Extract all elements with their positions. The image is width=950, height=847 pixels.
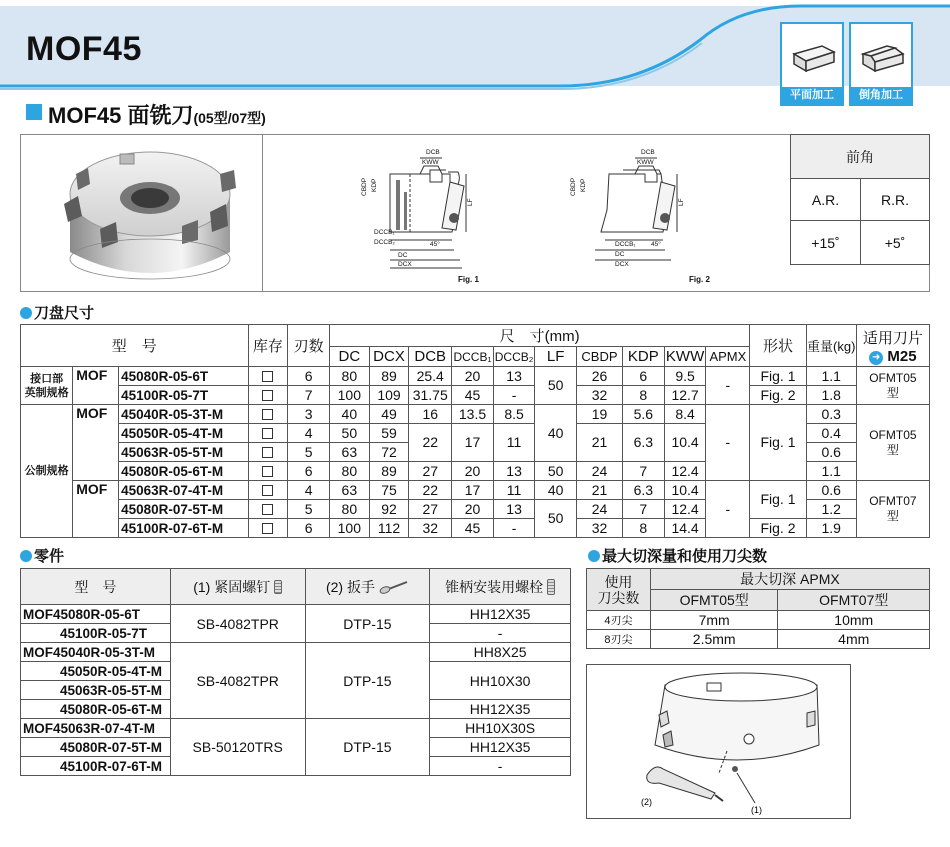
cell-dcb: 32 bbox=[409, 519, 452, 538]
cell-apmx: - bbox=[706, 405, 750, 481]
cell-cbdp: 21 bbox=[577, 424, 623, 462]
cell-wrench: DTP-15 bbox=[305, 605, 430, 643]
tag-flat-machining bbox=[780, 22, 844, 106]
cell-edges: 8刃尖 bbox=[587, 630, 651, 649]
cell-kww: 10.4 bbox=[664, 481, 706, 500]
cell-dcx: 75 bbox=[369, 481, 409, 500]
cell-depth-05: 2.5mm bbox=[650, 630, 778, 649]
cell-cbdp: 32 bbox=[577, 519, 623, 538]
model-code: 45050R-05-4T-M bbox=[119, 424, 248, 443]
cell-dccb2: 13 bbox=[493, 367, 534, 386]
cell-dcx: 89 bbox=[369, 367, 409, 386]
table-row bbox=[587, 630, 930, 649]
cell-bolt: HH12X35 bbox=[430, 605, 571, 624]
model-code: 45100R-07-6T-M bbox=[119, 519, 248, 538]
model-prefix: MOF bbox=[23, 606, 53, 622]
cell-weight: 0.6 bbox=[806, 481, 856, 500]
cell-bolt: - bbox=[430, 757, 571, 776]
depth-col-max: 最大切深 APMX bbox=[650, 569, 929, 590]
cell-dcx: 109 bbox=[369, 386, 409, 405]
section-title-cutter-dims bbox=[20, 302, 94, 323]
cell-dcx: 49 bbox=[369, 405, 409, 424]
cell-kdp: 7 bbox=[622, 462, 664, 481]
parts-col-model: 型 号 bbox=[21, 569, 171, 605]
depth-col-ofmt05: OFMT05型 bbox=[650, 590, 778, 611]
cell-apmx: - bbox=[706, 481, 750, 538]
cell-cbdp: 21 bbox=[577, 481, 623, 500]
col-kww: KWW bbox=[665, 348, 705, 365]
parts-col-wrench-label: (2) 扳手 bbox=[325, 578, 375, 595]
rake-rr-value: +5˚ bbox=[861, 221, 930, 265]
group-label-imperial: 接口部 英制规格 bbox=[21, 367, 73, 405]
cell-teeth: 4 bbox=[288, 481, 330, 500]
cell-dc: 50 bbox=[329, 424, 369, 443]
cell-bolt: HH12X35 bbox=[430, 700, 571, 719]
table-row bbox=[21, 481, 930, 500]
col-lf: LF bbox=[535, 347, 577, 367]
cell-dcb: 22 bbox=[409, 481, 452, 500]
cell-apmx: - bbox=[706, 367, 750, 405]
cell-dccb2: 13 bbox=[493, 462, 534, 481]
cell-weight: 0.4 bbox=[806, 424, 856, 443]
col-dims: 尺 寸(mm) bbox=[329, 325, 749, 347]
model-code: 45080R-05-6T-M bbox=[21, 700, 171, 719]
cell-shape: Fig. 1 bbox=[750, 367, 806, 386]
cell-kww: 12.4 bbox=[664, 500, 706, 519]
face-mill-photo bbox=[20, 134, 262, 290]
col-dccb2: DCCB₂ bbox=[493, 347, 534, 367]
rake-angle-table bbox=[790, 134, 930, 265]
cell-dc: 63 bbox=[329, 443, 369, 462]
cell-bolt: HH10X30S bbox=[430, 719, 571, 738]
model-code: 45100R-07-6T-M bbox=[21, 757, 171, 776]
group-label-metric: 公制规格 bbox=[21, 405, 73, 538]
cell-insert: OFMT07 型 bbox=[856, 481, 929, 538]
model-prefix: MOF bbox=[73, 405, 119, 481]
model-prefix: MOF bbox=[23, 720, 53, 736]
cell-kdp: 8 bbox=[622, 519, 664, 538]
fig1-lf-label: LF bbox=[467, 198, 474, 206]
section-subtitle bbox=[48, 99, 266, 130]
table-row bbox=[21, 386, 930, 405]
col-cbdp: CBDP bbox=[577, 347, 623, 367]
rake-ar-header: A.R. bbox=[791, 179, 861, 221]
table-row bbox=[21, 367, 930, 386]
cell-dc: 100 bbox=[329, 519, 369, 538]
section-title-text: 刀盘尺寸 bbox=[34, 305, 95, 322]
cell-teeth: 5 bbox=[288, 443, 330, 462]
cell-lf: 50 bbox=[535, 500, 577, 538]
fig2-cbdp-label: CBDP bbox=[570, 177, 577, 196]
stock-checkbox[interactable] bbox=[248, 405, 288, 424]
cell-dcx: 112 bbox=[369, 519, 409, 538]
cell-teeth: 6 bbox=[288, 462, 330, 481]
fig1-kdp-label: KDP bbox=[371, 178, 378, 192]
depth-of-cut-table bbox=[586, 568, 930, 649]
cell-depth-07: 4mm bbox=[778, 630, 930, 649]
parts-col-bolt-label: 锥柄安装用螺栓 bbox=[445, 578, 544, 595]
cell-cbdp: 24 bbox=[577, 500, 623, 519]
wrench-icon bbox=[379, 580, 409, 594]
cell-dccb1: 20 bbox=[452, 500, 494, 519]
fig2-dccb1-label: DCCB₁ bbox=[615, 241, 636, 248]
model-code: 45080R-05-6T bbox=[119, 367, 248, 386]
cell-edges: 4刃尖 bbox=[587, 611, 651, 630]
screw-icon bbox=[274, 580, 282, 594]
cell-dccb1: 17 bbox=[452, 481, 494, 500]
cell-wrench: DTP-15 bbox=[305, 719, 430, 776]
cell-bolt: - bbox=[430, 624, 571, 643]
model-prefix: MOF bbox=[73, 481, 119, 538]
model-prefix: MOF bbox=[23, 644, 53, 660]
col-stock: 库存 bbox=[248, 325, 288, 367]
cell-bolt: HH12X35 bbox=[430, 738, 571, 757]
col-dcx: DCX bbox=[369, 347, 409, 367]
cell-dcb: 25.4 bbox=[409, 367, 452, 386]
bolt-icon bbox=[547, 579, 555, 595]
model-code: 45100R-05-7T bbox=[21, 624, 171, 643]
parts-model bbox=[21, 643, 171, 662]
model-code: 45080R-05-6T-M bbox=[119, 462, 248, 481]
cell-kww: 8.4 bbox=[664, 405, 706, 424]
cell-dccb1: 17 bbox=[452, 424, 494, 462]
bullet-icon bbox=[20, 307, 32, 319]
cell-dc: 63 bbox=[329, 481, 369, 500]
fig2-lf-label: LF bbox=[678, 198, 685, 206]
cell-weight: 1.8 bbox=[806, 386, 856, 405]
cell-dc: 80 bbox=[329, 462, 369, 481]
fig2-dcx-label: DCX bbox=[615, 261, 629, 268]
dimension-drawing-fig2 bbox=[565, 140, 735, 290]
cell-dccb2: 11 bbox=[493, 481, 534, 500]
model-code: 45063R-07-4T-M bbox=[53, 720, 156, 736]
page-title: MOF45 bbox=[26, 30, 142, 68]
cell-dcx: 59 bbox=[369, 424, 409, 443]
col-dcb: DCB bbox=[409, 347, 452, 367]
cell-insert: OFMT05 型 bbox=[856, 405, 929, 481]
model-code: 45063R-07-4T-M bbox=[119, 481, 248, 500]
cell-dc: 80 bbox=[329, 500, 369, 519]
parts-col-wrench bbox=[305, 569, 430, 605]
cell-kdp: 6 bbox=[622, 367, 664, 386]
col-dc: DC bbox=[329, 347, 369, 367]
section-title-text: 最大切深量和使用刀尖数 bbox=[602, 548, 768, 565]
cell-kdp: 5.6 bbox=[622, 405, 664, 424]
cell-dccb2: - bbox=[493, 386, 534, 405]
cell-dccb2: 8.5 bbox=[493, 405, 534, 424]
cell-cbdp: 19 bbox=[577, 405, 623, 424]
table-row bbox=[21, 605, 571, 624]
model-code: 45080R-05-6T bbox=[53, 606, 141, 622]
cell-shape: Fig. 1 bbox=[750, 481, 806, 519]
cell-dcx: 72 bbox=[369, 443, 409, 462]
table-row bbox=[21, 519, 930, 538]
stock-checkbox[interactable] bbox=[248, 367, 288, 386]
assembly-illustration bbox=[586, 664, 851, 819]
cell-kdp: 6.3 bbox=[622, 481, 664, 500]
subtitle-main: MOF45 面铣刀 bbox=[48, 103, 194, 128]
cell-bolt: HH10X30 bbox=[430, 662, 571, 700]
tag-chamfer-machining bbox=[849, 22, 913, 106]
cell-bolt: HH8X25 bbox=[430, 643, 571, 662]
fig2-caption: Fig. 2 bbox=[689, 275, 710, 284]
fig2-kww-label: KWW bbox=[637, 159, 654, 166]
cell-kdp: 8 bbox=[622, 386, 664, 405]
cell-cbdp: 26 bbox=[577, 367, 623, 386]
cell-depth-05: 7mm bbox=[650, 611, 778, 630]
cell-weight: 1.2 bbox=[806, 500, 856, 519]
model-code: 45063R-05-5T-M bbox=[119, 443, 248, 462]
col-insert-label: 适用刀片 bbox=[862, 329, 923, 347]
cell-shape: Fig. 2 bbox=[750, 386, 806, 405]
cell-weight: 0.3 bbox=[806, 405, 856, 424]
tag-label: 倒角加工 bbox=[851, 87, 911, 104]
cell-dccb1: 45 bbox=[452, 386, 494, 405]
cell-cbdp: 32 bbox=[577, 386, 623, 405]
assembly-drawing bbox=[587, 665, 850, 818]
table-row bbox=[587, 611, 930, 630]
cell-teeth: 5 bbox=[288, 500, 330, 519]
cell-dcx: 92 bbox=[369, 500, 409, 519]
col-apmx: APMX bbox=[706, 347, 750, 367]
fig1-dcb-label: DCB bbox=[426, 149, 440, 156]
col-insert-grade: M25 bbox=[887, 347, 917, 365]
cell-weight: 1.1 bbox=[806, 367, 856, 386]
bullet-icon bbox=[20, 550, 32, 562]
col-weight: 重量(kg) bbox=[806, 325, 856, 367]
rake-rr-header: R.R. bbox=[861, 179, 930, 221]
cell-dcb: 27 bbox=[409, 500, 452, 519]
fig2-angle-label: 45° bbox=[651, 241, 661, 248]
table-row bbox=[21, 405, 930, 424]
rake-angle-title: 前角 bbox=[791, 135, 930, 179]
stock-checkbox[interactable] bbox=[248, 481, 288, 500]
cell-shape: Fig. 2 bbox=[750, 519, 806, 538]
cell-screw: SB-4082TPR bbox=[170, 605, 305, 643]
stock-checkbox[interactable] bbox=[248, 424, 288, 443]
fig1-cbdp-label: CBDP bbox=[361, 177, 368, 196]
cell-dccb1: 45 bbox=[452, 519, 494, 538]
cell-weight: 0.6 bbox=[806, 443, 856, 462]
cell-dc: 100 bbox=[329, 386, 369, 405]
arrow-right-icon: ➜ bbox=[869, 351, 883, 365]
cell-dccb2: - bbox=[493, 519, 534, 538]
cell-teeth: 3 bbox=[288, 405, 330, 424]
cell-teeth: 4 bbox=[288, 424, 330, 443]
table-row bbox=[21, 719, 571, 738]
stock-checkbox[interactable] bbox=[248, 519, 288, 538]
fig2-dcb-label: DCB bbox=[641, 149, 655, 156]
cell-kdp: 6.3 bbox=[622, 424, 664, 462]
col-insert bbox=[856, 325, 929, 367]
stock-checkbox[interactable] bbox=[248, 443, 288, 462]
cell-teeth: 7 bbox=[288, 386, 330, 405]
fig1-dccb2-label: DCCB₂ bbox=[374, 239, 395, 246]
model-code: 45063R-05-5T-M bbox=[21, 681, 171, 700]
parts-model bbox=[21, 605, 171, 624]
depth-col-use: 使用 刀尖数 bbox=[587, 569, 651, 611]
cell-kww: 12.4 bbox=[664, 462, 706, 481]
col-kdp: KDP bbox=[622, 347, 664, 367]
section-title-parts bbox=[20, 545, 64, 566]
fig1-caption: Fig. 1 bbox=[458, 275, 479, 284]
model-code: 45080R-07-5T-M bbox=[119, 500, 248, 519]
cell-insert: OFMT05 型 bbox=[856, 367, 929, 405]
product-photo bbox=[20, 134, 263, 292]
rake-ar-value: +15˚ bbox=[791, 221, 861, 265]
parts-table bbox=[20, 568, 571, 776]
chamfer-insert-icon bbox=[851, 26, 911, 86]
cell-lf: 50 bbox=[535, 462, 577, 481]
parts-col-screw-label: (1) 紧固螺钉 bbox=[193, 578, 271, 595]
cell-weight: 1.1 bbox=[806, 462, 856, 481]
model-prefix: MOF bbox=[73, 367, 119, 405]
cell-dccb2: 13 bbox=[493, 500, 534, 519]
cell-kdp: 7 bbox=[622, 500, 664, 519]
assembly-label-screw: (1) bbox=[751, 805, 762, 815]
cell-lf: 40 bbox=[535, 481, 577, 500]
cell-kww: 14.4 bbox=[664, 519, 706, 538]
stock-checkbox[interactable] bbox=[248, 386, 288, 405]
section-title-text: 零件 bbox=[34, 548, 65, 565]
section-title-depth bbox=[588, 545, 767, 566]
fig2-dc-label: DC bbox=[615, 251, 625, 258]
parts-col-bolt bbox=[430, 569, 571, 605]
model-code: 45040R-05-3T-M bbox=[53, 644, 156, 660]
parts-model bbox=[21, 719, 171, 738]
model-code: 45080R-07-5T-M bbox=[21, 738, 171, 757]
subtitle-marker bbox=[26, 104, 42, 120]
cell-kww: 12.7 bbox=[664, 386, 706, 405]
fig1-angle-label: 45° bbox=[430, 241, 440, 248]
cell-dccb1: 20 bbox=[452, 367, 494, 386]
cell-kww: 10.4 bbox=[664, 424, 706, 462]
cell-dcx: 89 bbox=[369, 462, 409, 481]
col-dccb1: DCCB₁ bbox=[452, 347, 494, 367]
cell-shape: Fig. 1 bbox=[750, 405, 806, 481]
dimension-drawing-fig1 bbox=[350, 140, 520, 290]
cell-teeth: 6 bbox=[288, 519, 330, 538]
stock-checkbox[interactable] bbox=[248, 500, 288, 519]
assembly-label-wrench: (2) bbox=[641, 797, 652, 807]
col-shape: 形状 bbox=[750, 325, 806, 367]
cell-dc: 40 bbox=[329, 405, 369, 424]
model-code: 45100R-05-7T bbox=[119, 386, 248, 405]
cell-dc: 80 bbox=[329, 367, 369, 386]
cell-screw: SB-50120TRS bbox=[170, 719, 305, 776]
subtitle-type: (05型/07型) bbox=[193, 110, 266, 126]
cell-cbdp: 24 bbox=[577, 462, 623, 481]
cell-dcb: 16 bbox=[409, 405, 452, 424]
cell-dcb: 22 bbox=[409, 424, 452, 462]
fig1-kww-label: KWW bbox=[422, 159, 439, 166]
table-row bbox=[21, 643, 571, 662]
model-code: 45040R-05-3T-M bbox=[119, 405, 248, 424]
cell-weight: 1.9 bbox=[806, 519, 856, 538]
cell-dccb2: 11 bbox=[493, 424, 534, 462]
cell-dccb1: 20 bbox=[452, 462, 494, 481]
parts-col-screw bbox=[170, 569, 305, 605]
cell-lf: 40 bbox=[535, 405, 577, 462]
cell-kww: 9.5 bbox=[664, 367, 706, 386]
fig2-kdp-label: KDP bbox=[580, 178, 587, 192]
cell-wrench: DTP-15 bbox=[305, 643, 430, 719]
depth-col-ofmt07: OFMT07型 bbox=[778, 590, 930, 611]
cell-screw: SB-4082TPR bbox=[170, 643, 305, 719]
fig1-dccb1-label: DCCB₁ bbox=[374, 229, 395, 236]
cell-lf: 50 bbox=[535, 367, 577, 405]
col-teeth: 刃数 bbox=[288, 325, 330, 367]
bullet-icon bbox=[588, 550, 600, 562]
stock-checkbox[interactable] bbox=[248, 462, 288, 481]
cell-dcb: 27 bbox=[409, 462, 452, 481]
fig1-dcx-label: DCX bbox=[398, 261, 412, 268]
fig1-dc-label: DC bbox=[398, 252, 408, 259]
cell-teeth: 6 bbox=[288, 367, 330, 386]
flat-insert-icon bbox=[782, 26, 842, 86]
cutter-dimension-table bbox=[20, 324, 930, 538]
tag-label: 平面加工 bbox=[782, 87, 842, 104]
cell-dcb: 31.75 bbox=[409, 386, 452, 405]
model-code: 45050R-05-4T-M bbox=[21, 662, 171, 681]
cell-depth-07: 10mm bbox=[778, 611, 930, 630]
cell-dccb1: 13.5 bbox=[452, 405, 494, 424]
col-model: 型 号 bbox=[21, 325, 249, 367]
